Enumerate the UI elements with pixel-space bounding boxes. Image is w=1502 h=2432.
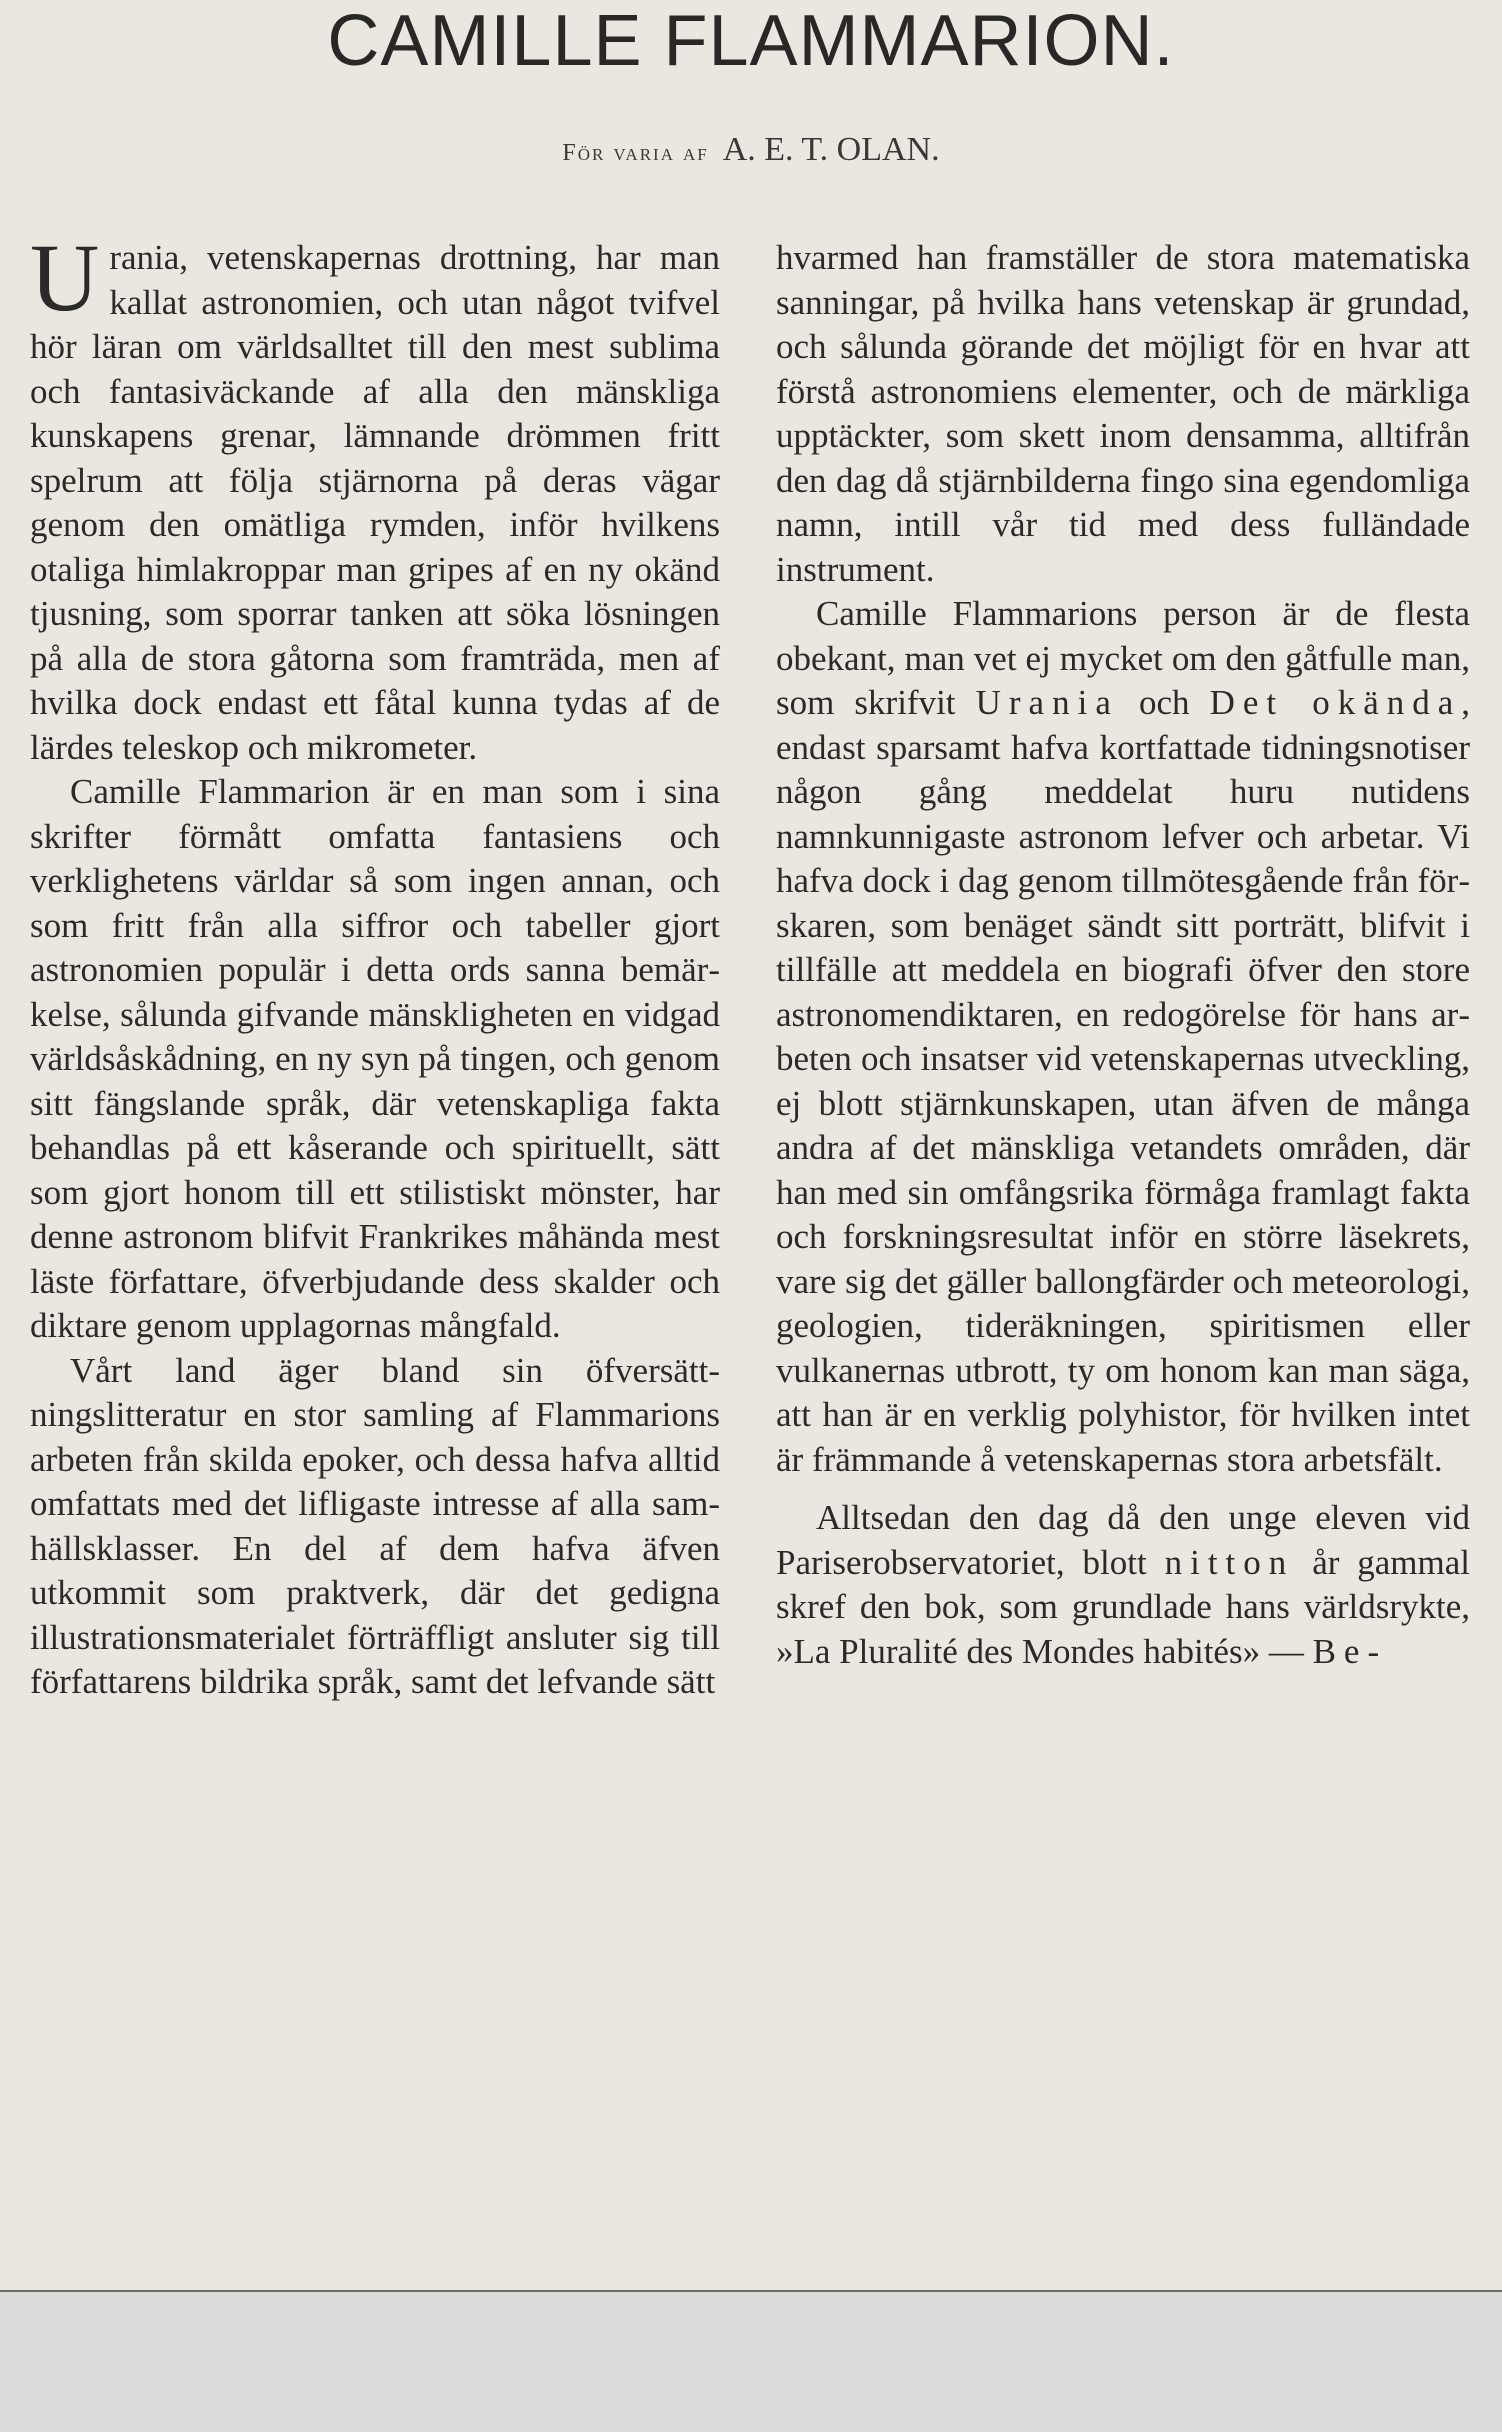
paragraph: Vårt land äger bland sin öfversättningslitteratur en stor samling af Flammarions arbeten från skilda epoker, och dessa hafva alltid omfattats med det lifligaste intresse af alla samhällsklasser. En del af dem hafva äfven utkommit som praktverk, där det gedigna illustrationsmaterialet förträffligt ansluter sig till författarens bildrika språk, samt det lefvande sätt [30,1350,720,1701]
drop-cap: U [30,224,100,331]
book-title-det-okanda: Det okända [1209,683,1462,722]
book-title-urania: Urania [975,683,1119,722]
right-column [776,236,1470,1674]
paragraph-text: Camille Flammarions person är de flesta obekant, man vet ej mycket om den gåtfulle man, som skrifvit [776,594,1470,722]
paragraph [776,1496,1470,1674]
paragraph-continuation: Be- [1312,1631,1388,1671]
left-column [30,224,720,1705]
paragraph-text: , endast sparsamt hafva kortfattade tidningsnotiser någon gång meddelat huru nutidens namnkunnigaste astronom lefver och arbetar. Vi hafva dock i dag genom tillmötesgående från förskaren, som benäget sändt sitt porträtt, blifvit i tillfälle att meddela en biografi öfver den store astronomendiktaren, en redogörelse för hans arbeten och insatser vid vetenskapernas utveckling, ej blott stjärnkunskapen, utan äfven de många andra af det mänskliga vetandets områden, där han med sin omfångsrika förmåga framlagt fakta och forskningsresultat inför en större läsekrets, vare sig det gäller ballongfärder och meteorologi, geologien, tideräkningen, spiritismen eller vulkanernas utbrott, ty om honom kan man säga, att han är en verklig polyhistor, för hvilken intet är främmande å vetenskapernas stora arbetsfält. [776,683,1471,1479]
emphasis-nitton: nitton [1164,1542,1295,1582]
paragraph [30,224,720,770]
paragraph: hvarmed han framställer de stora matematiska sanningar, på hvilka hans vetenskap är grundad, och sålunda görande det möjligt för en hvar att förstå astronomiens elementer, och de märkliga upptäckter, som skett inom densamma, alltifrån den dag då stjärnbilderna fingo sina egendomliga namn, intill vår tid med dess fulländade instrument. [776,238,1470,589]
paragraph-text: Alltsedan den dag då den unge eleven vid Pariserobservatoriet, blott [776,1498,1470,1582]
paragraph [776,592,1470,1482]
paragraph-text: och [1138,683,1190,722]
paragraph-text: rania, vetenskapernas drottning, har man kallat astronomien, och utan något tvifvel hör läran om världsalltet till den mest sublima och fantasiväckande af alla den mänskliga kunskapens grenar, lämnande drömmen fritt spelrum att följa stjärnorna på deras vägar genom den omätliga rymden, inför hvilkens otaliga himlakroppar man gripes af en ny okänd tjusning, som sporrar tanken att söka lösningen på alla de stora gåtorna som framträda, men af hvilka dock endast ett fåtal kunna tydas af de lärdes teleskop och mikrometer. [30,238,720,767]
paragraph-text: år gammal skref den bok, som grundlade hans världsrykte, »La Pluralité des Mondes habités» — [776,1542,1471,1671]
byline-prefix: För varia af [562,140,709,166]
byline-author: A. E. T. OLAN. [722,131,940,168]
article-byline [0,130,1502,173]
article-title: CAMILLE FLAMMARION. [327,1,1175,81]
paragraph: Camille Flammarion är en man som i sina skrifter förmått omfatta fantasiens och verklighetens världar så som ingen annan, och som fritt från alla siffror och tabeller gjort astronomien populär i detta ords sanna bemärkelse, sålunda gifvande mänskligheten en vidgad världsåskådning, en ny syn på tingen, och genom sitt fängslande språk, där vetenskapliga fakta behandlas på ett kåserande och spirituellt, sätt som gjort honom till ett stilistiskt mönster, har denne astronom blifvit Frankrikes måhända mest läste författare, öfverbjudande dess skalder och diktare genom upplagornas mångfald. [30,772,720,1345]
